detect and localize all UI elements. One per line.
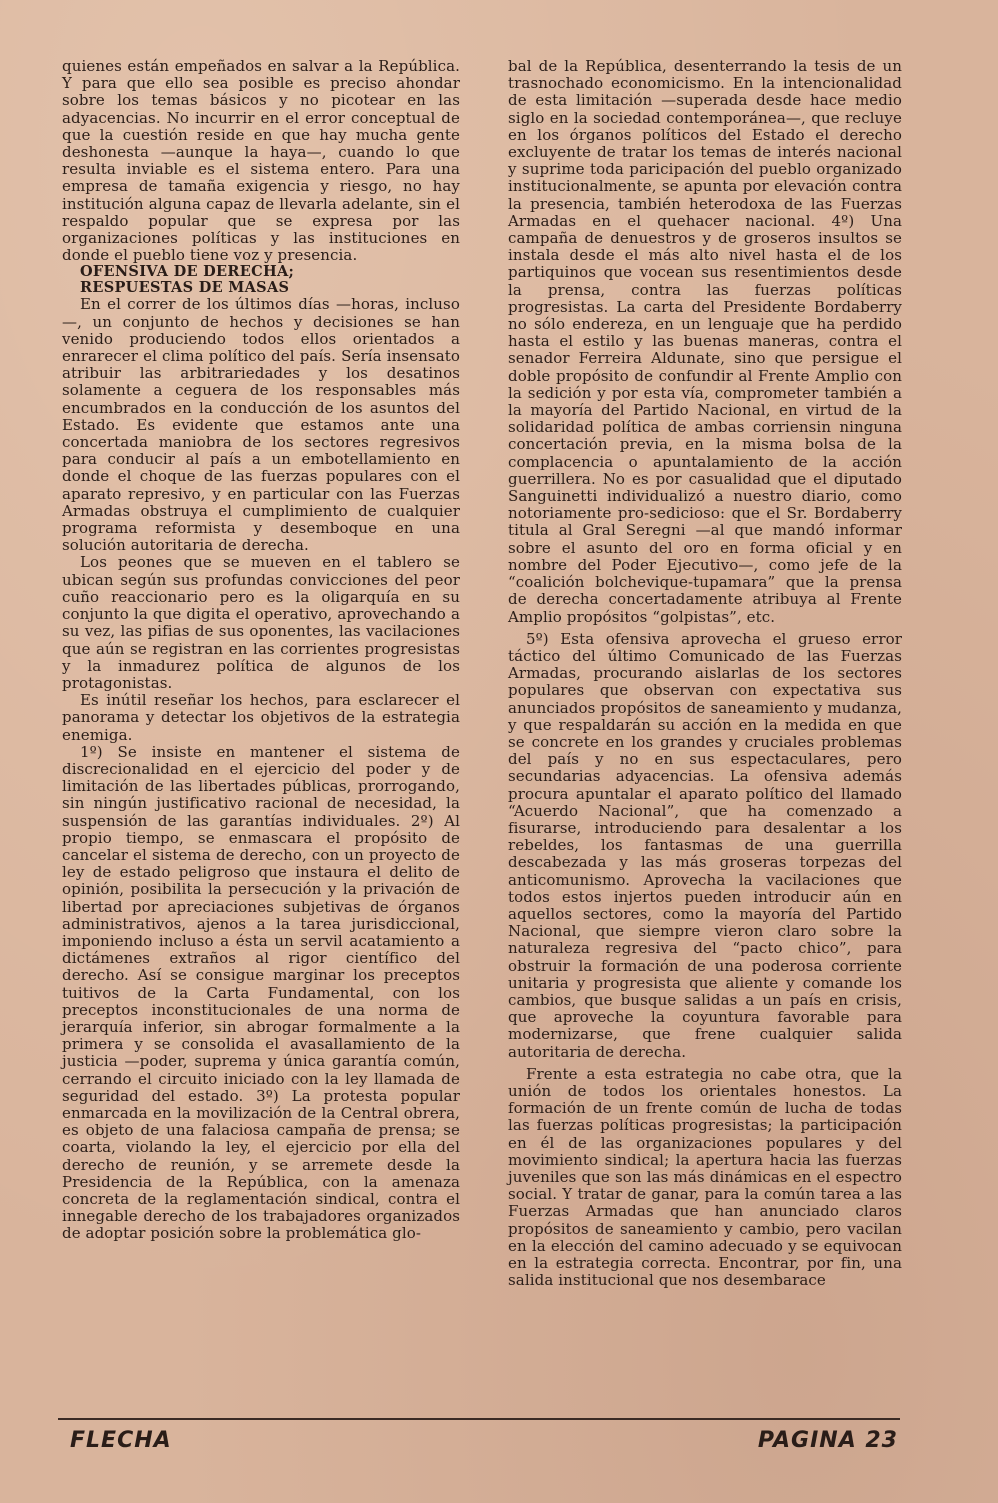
publication-name: FLECHA xyxy=(70,1428,172,1453)
footer-rule xyxy=(58,1418,900,1420)
body-paragraph: Es inútil reseñar los hechos, para esclarecer el panorama y detectar los objetivos de la estrategia enemiga. xyxy=(62,691,460,744)
body-paragraph: 5º) Esta ofensiva aprovecha el grueso error táctico del último Comunicado de las Fuerzas Armadas, procurando aislarlas de los sectores populares que observan con expectativa sus anunciados propósitos de saneamiento y mudanza, y que respaldarán su acción en la medida en que se concrete en los grandes y cruciales problemas del país y no en sus espectaculares, pero secundarias adyacencias. La ofensiva además procura apuntalar el aparato político del llamado “Acuerdo Nacional”, que ha comenzado a fisurarse, introduciendo para desalentar a los rebeldes, los fantasmas de una guerrilla descabezada y las más groseras torpezas del anticomunismo. Aprovecha la vacilaciones que todos estos injertos pueden introducir aún en aquellos sectores, como la mayoría del Partido Nacional, que siempre vieron claro sobre la naturaleza regresiva del “pacto chico”, para obstruir la formación de una poderosa corriente unitaria y progresista que aliente y comande los cambios, que busque salidas a un país en crisis, que aproveche la coyuntura favorable para modernizarse, que frene cualquier salida autoritaria de derecha. xyxy=(508,629,902,1061)
section-heading-line-2: RESPUESTAS DE MASAS xyxy=(80,279,290,297)
continued-paragraph: bal de la República, desenterrando la tesis de un trasnochado economicismo. En la intencionalidad de esta limitación —superada desde hace medio siglo en la sociedad contemporánea—, que recluye en los órganos políticos del Estado el derecho excluyente de tratar los temas de interés nacional y suprime toda paricipación del pueblo organizado institucionalmente, se apunta por elevación contra la presencia, también heterodoxa de las Fuerzas Armadas en el quehacer nacional. 4º) Una campaña de denuestros y de groseros insultos se instala desde el más alto nivel hasta el de los partiquinos que vocean sus resentimientos desde la prensa, contra las fuerzas políticas progresistas. La carta del Presidente Bordaberry no sólo endereza, en un lenguaje que ha perdido hasta el estilo y las buenas maneras, contra el senador Ferreira Aldunate, sino que persigue el doble propósito de confundir al Frente Amplio con la sedición y por esta vía, comprometer también a la mayoría del Partido Nacional, en virtud de la solidaridad política de ambas corriensin ninguna concertación previa, en la misma bolsa de la complacencia o apuntalamiento de la acción guerrillera. No es por casualidad que el diputado Sanguinetti individualizó a nuestro diario, como notoriamente pro-sedicioso: que el Sr. Bordaberry titula al Gral Seregni —al que mandó informar sobre el asunto del oro en forma oficial y en nombre del Poder Ejecutivo—, como jefe de la “coalición bolchevique-tupamara” que la prensa de derecha concertadamente atribuya al Frente Amplio propósitos “golpistas”, etc. xyxy=(508,57,902,626)
body-paragraph: En el correr de los últimos días —horas, incluso—, un conjunto de hechos y decisiones se han venido produciendo todos ellos orientados a enrarecer el clima político del país. Sería insensato atribuir las arbitrariedades y los desatinos solamente a ceguera de los responsables más encumbrados en la conducción de los asuntos del Estado. Es evidente que estamos ante una concertada maniobra de los sectores regresivos para conducir al país a un embotellamiento en donde el choque de las fuerzas populares con el aparato represivo, y en particular con las Fuerzas Armadas obstruya el cumplimiento de cualquier programa reformista y desemboque en una solución autoritaria de derecha. xyxy=(62,295,460,555)
section-heading xyxy=(62,264,460,296)
body-paragraph: 1º) Se insiste en mantener el sistema de discrecionalidad en el ejercicio del poder y de limitación de las libertades públicas, prorrogando, sin ningún justificativo racional de necesidad, la suspensión de las garantías individuales. 2º) Al propio tiempo, se enmascara el propósito de cancelar el sistema de derecho, con un proyecto de ley de estado peligroso que instaura el delito de opinión, posibilita la persecución y la privación de libertad por apreciaciones subjetivas de órganos administrativos, ajenos a la tarea jurisdiccional, imponiendo incluso a ésta un servil acatamiento a dictámenes extraños al rigor científico del derecho. Así se consigue marginar los preceptos tuitivos de la Carta Fundamental, con los preceptos inconstitucionales de una norma de jerarquía inferior, sin abrogar formalmente a la primera y se consolida el avasallamiento de la justicia —poder, suprema y única garantía común, cerrando el circuito iniciado con la ley llamada de seguridad del estado. 3º) La protesta popular enmarcada en la movilización de la Central obrera, es objeto de una falaciosa campaña de prensa; se coarta, violando la ley, el ejercicio por ella del derecho de reunión, y se arremete desde la Presidencia de la República, con la amenaza concreta de la reglamentación sindical, contra el innegable derecho de los trabajadores organizados de adoptar posición sobre la problemática glo- xyxy=(62,742,460,1243)
body-paragraph: Los peones que se mueven en el tablero se ubican según sus profundas convicciones del peor cuño reaccionario pero es la oligarquía en su conjunto la que digita el operativo, aprovechando a su vez, las pifias de sus oponentes, las vacilaciones que aún se registran en las corrientes progresistas y la inmadurez política de algunos de los protagonistas. xyxy=(62,553,460,692)
left-column xyxy=(62,58,460,1243)
intro-paragraph: quienes están empeñados en salvar a la República. Y para que ello sea posible es preciso ahondar sobre los temas básicos y no picotear en las adyacencias. No incurrir en el error conceptual de que la cuestión reside en que hay mucha gente deshonesta —aunque la haya—, cuando lo que resulta inviable es el sistema entero. Para una empresa de tamaña exigencia y riesgo, no hay institución alguna capaz de llevarla adelante, sin el respaldo popular que se expresa por las organizaciones políticas y las instituciones en donde el pueblo tiene voz y presencia. xyxy=(62,57,460,265)
body-paragraph: Frente a esta estrategia no cabe otra, que la unión de todos los orientales honestos. La formación de un frente común de lucha de todas las fuerzas políticas progresistas; la participación en él de las organizaciones populares y del movimiento sindical; la apertura hacia las fuerzas juveniles que son las más dinámicas en el espectro social. Y tratar de ganar, para la común tarea a las Fuerzas Armadas que han anunciado claros propósitos de saneamiento y cambio, pero vacilan en la elección del camino adecuado y se equivocan en la estrategia correcta. Encontrar, por fin, una salida institucional que nos desembarace xyxy=(508,1064,902,1290)
right-column xyxy=(508,58,902,1289)
section-heading-line-1: OFENSIVA DE DERECHA; xyxy=(80,263,295,281)
page-number: PAGINA 23 xyxy=(757,1428,898,1453)
